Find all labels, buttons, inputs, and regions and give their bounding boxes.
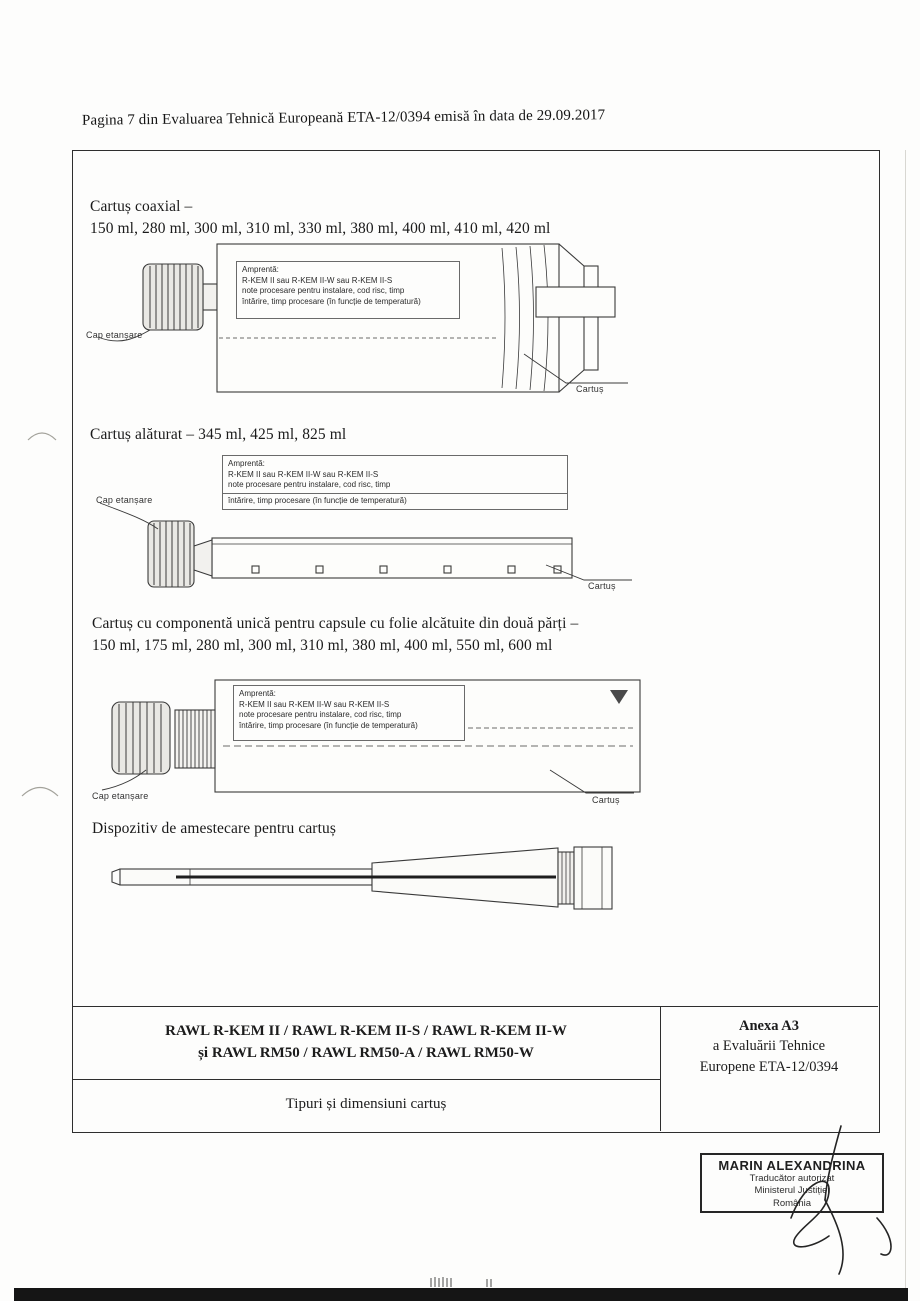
table-caption: Tipuri și dimensiuni cartuș <box>285 1096 447 1113</box>
mixing-nozzle-svg <box>106 842 626 922</box>
imprint-line: R-KEM II sau R-KEM II-W sau R-KEM II-S <box>242 275 393 285</box>
table-cell-caption <box>72 1079 660 1131</box>
cartridge-taper <box>194 540 212 576</box>
label-cap-etansare-single: Cap etanșare <box>92 791 149 801</box>
scan-artifact-curve <box>20 784 60 800</box>
section-title-single: Cartuș cu componentă unică pentru capsule cu folie alcătuite din două părți – <box>92 615 579 632</box>
label-cartus-coaxial: Cartuș <box>576 384 604 394</box>
imprint-title: Amprentă: <box>228 459 265 468</box>
section-title-mixer: Dispozitiv de amestecare pentru cartuș <box>92 820 336 837</box>
annex-line3: Europene ETA-12/0394 <box>699 1058 839 1075</box>
stamp-line: Traducător autorizat <box>749 1173 835 1184</box>
scan-bottom-bar <box>14 1288 908 1301</box>
imprint-line: întărire, timp procesare (în funcție de temperatură) <box>239 720 418 730</box>
mixing-nozzle-drawing <box>106 842 626 922</box>
imprint-title: Amprentă: <box>242 265 279 274</box>
table-cell-products <box>72 1006 660 1079</box>
imprint-title: Amprentă: <box>239 689 276 698</box>
section-title-coaxial: Cartuș coaxial – <box>90 198 193 215</box>
nozzle-tip <box>112 869 120 885</box>
label-cap-etansare-adjacent: Cap etanșare <box>96 495 153 505</box>
sealing-cap-shape <box>143 264 203 330</box>
sealing-cap-shape <box>148 521 194 587</box>
label-cap-etansare-coaxial: Cap etanșare <box>86 330 143 340</box>
scan-artifact-ticks <box>425 1276 535 1288</box>
annex-title: Anexa A3 <box>738 1018 800 1034</box>
imprint-line: note procesare pentru instalare, cod risc, timp <box>239 710 402 720</box>
imprint-line: întărire, timp procesare (în funcție de temperatură) <box>228 495 407 505</box>
imprint-line: R-KEM II sau R-KEM II-W sau R-KEM II-S <box>239 699 390 709</box>
imprint-line: note procesare pentru instalare, cod risc, timp <box>228 480 391 490</box>
stamp-line: România <box>772 1197 812 1209</box>
cartridge-shoulder <box>559 244 584 392</box>
section-title-adjacent: Cartuș alăturat – 345 ml, 425 ml, 825 ml <box>90 426 347 443</box>
section-sizes-single: 150 ml, 175 ml, 280 ml, 300 ml, 310 ml, 380 ml, 400 ml, 550 ml, 600 ml <box>92 637 553 654</box>
products-line2: și RAWL RM50 / RAWL RM50-A / RAWL RM50-W <box>198 1044 534 1061</box>
label-cartus-adjacent: Cartuș <box>588 581 616 591</box>
imprint-box-single <box>233 685 465 741</box>
imprint-box-adjacent <box>222 455 568 510</box>
imprint-line: R-KEM II sau R-KEM II-W sau R-KEM II-S <box>228 469 379 479</box>
scan-artifact-curve <box>26 430 58 444</box>
annex-line2: a Evaluării Tehnice <box>712 1038 826 1055</box>
inner-tube-outlet <box>536 287 615 317</box>
imprint-box-coaxial <box>236 261 460 319</box>
label-cartus-single: Cartuș <box>592 795 620 805</box>
products-line1: RAWL R-KEM II / RAWL R-KEM II-S / RAWL R-KEM II-W <box>165 1022 567 1039</box>
page-header-text: Pagina 7 din Evaluarea Tehnică Europeană ETA-12/0394 emisă în data de 29.09.2017 <box>81 107 606 129</box>
scan-edge-line <box>905 150 906 1291</box>
stamp-line: Ministerul Justiției <box>754 1185 830 1197</box>
cartridge-rear <box>584 266 598 370</box>
stamp-name: MARIN ALEXANDRINA <box>718 1158 866 1173</box>
mixer-flange <box>574 847 612 909</box>
handwritten-signature <box>745 1122 915 1282</box>
imprint-line: note procesare pentru instalare, cod risc, timp <box>242 286 405 296</box>
table-cell-annex <box>660 1006 878 1131</box>
section-sizes-coaxial: 150 ml, 280 ml, 300 ml, 310 ml, 330 ml, 380 ml, 400 ml, 410 ml, 420 ml <box>90 220 551 237</box>
imprint-line: întărire, timp procesare (în funcție de temperatură) <box>242 296 421 306</box>
cartridge-neck <box>203 284 217 310</box>
